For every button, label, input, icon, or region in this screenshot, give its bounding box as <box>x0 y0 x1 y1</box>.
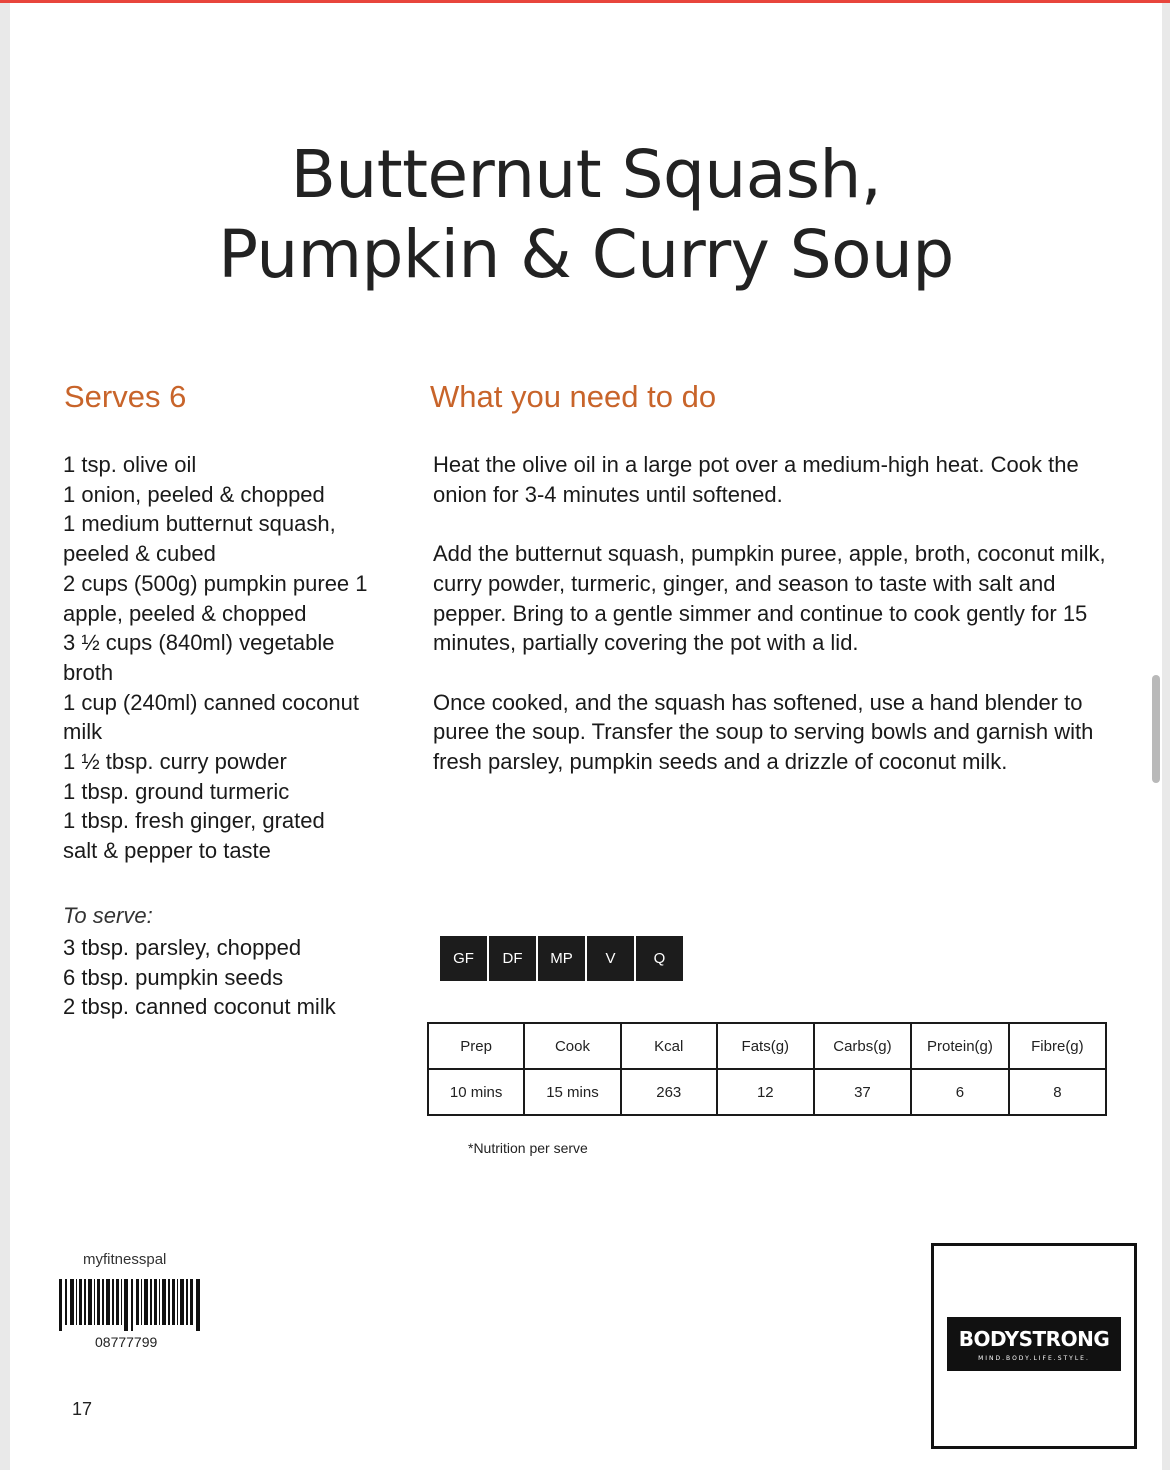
ingredient-line: 1 ½ tbsp. curry powder <box>63 749 287 775</box>
nutrition-header: Cook <box>524 1023 620 1069</box>
nutrition-value: 37 <box>814 1069 911 1115</box>
nutrition-value: 8 <box>1009 1069 1106 1115</box>
to-serve-item: 2 tbsp. canned coconut milk <box>63 994 336 1020</box>
recipe-title-line-1: Butternut Squash, <box>290 136 882 213</box>
method-steps <box>433 450 1133 806</box>
ingredient-line: 2 cups (500g) pumpkin puree 1 <box>63 570 368 596</box>
brand-logo <box>931 1243 1137 1449</box>
recipe-title-line-2: Pumpkin & Curry Soup <box>218 216 954 293</box>
ingredient-line: peeled & cubed <box>63 541 216 567</box>
page-number: 17 <box>72 1399 93 1419</box>
nutrition-value-row <box>428 1069 1106 1115</box>
to-serve-item: 3 tbsp. parsley, chopped <box>63 935 302 960</box>
barcode-number: 08777799 <box>95 1334 158 1350</box>
brand-name: BODYSTRONG <box>958 1327 1110 1351</box>
nutrition-table <box>427 1022 1107 1116</box>
nutrition-header-row <box>428 1023 1106 1069</box>
scrollbar-thumb[interactable] <box>1152 675 1160 783</box>
badge-gluten-free: GF <box>440 936 487 981</box>
method-step-2: Add the butternut squash, pumpkin puree, apple, broth, coconut milk, curry powder, turmeric, ginger, and season to taste with salt and pepper. Bring to a gentle simmer and continue to cook gently for 15 minutes, partially covering the pot with a lid. <box>433 541 1106 656</box>
ingredient-line: apple, peeled & chopped <box>63 600 307 626</box>
badge-dairy-free: DF <box>489 936 536 981</box>
nutrition-note: *Nutrition per serve <box>468 1140 588 1156</box>
badge-meal-prep: MP <box>538 936 585 981</box>
nutrition-header: Fibre(g) <box>1009 1023 1106 1069</box>
ingredient-line: 1 medium butternut squash, <box>63 511 336 537</box>
ingredient-line: milk <box>63 719 103 745</box>
ingredient-line: 1 tsp. olive oil <box>63 452 197 477</box>
nutrition-header: Prep <box>428 1023 524 1069</box>
nutrition-value: 263 <box>621 1069 717 1115</box>
nutrition-header: Protein(g) <box>911 1023 1009 1069</box>
ingredient-line: 1 tbsp. ground turmeric <box>63 778 290 804</box>
recipe-title <box>10 135 1162 295</box>
ingredients-list <box>63 450 403 866</box>
nutrition-value: 10 mins <box>428 1069 524 1115</box>
badge-vegetarian: V <box>587 936 634 981</box>
to-serve-list <box>63 933 336 1022</box>
nutrition-value: 15 mins <box>524 1069 620 1115</box>
recipe-page <box>10 3 1162 1470</box>
ingredient-line: broth <box>63 659 114 685</box>
brand-logo-band <box>947 1317 1121 1371</box>
nutrition-value: 6 <box>911 1069 1009 1115</box>
to-serve-item: 6 tbsp. pumpkin seeds <box>63 964 284 990</box>
ingredient-line: 1 tbsp. fresh ginger, grated <box>63 808 325 834</box>
badge-quick: Q <box>636 936 683 981</box>
serves-heading: Serves 6 <box>64 379 187 414</box>
nutrition-header: Kcal <box>621 1023 717 1069</box>
method-heading: What you need to do <box>430 379 717 414</box>
myfitnesspal-label: myfitnesspal <box>83 1251 167 1268</box>
brand-tagline: MIND.BODY.LIFE.STYLE. <box>978 1355 1090 1362</box>
ingredient-line: 1 onion, peeled & chopped <box>63 481 325 507</box>
ingredient-line: 3 ½ cups (840ml) vegetable <box>63 630 335 656</box>
barcode-icon <box>57 1279 203 1331</box>
nutrition-value: 12 <box>717 1069 814 1115</box>
ingredient-line: salt & pepper to taste <box>63 838 271 864</box>
nutrition-header: Carbs(g) <box>814 1023 911 1069</box>
method-step-3: Once cooked, and the squash has softened, use a hand blender to puree the soup. Transfer the soup to serving bowls and garnish with fresh parsley, pumpkin seeds and a drizzle of coconut milk. <box>433 689 1094 774</box>
method-step-1: Heat the olive oil in a large pot over a medium-high heat. Cook the onion for 3-4 minutes until softened. <box>433 452 1079 507</box>
nutrition-header: Fats(g) <box>717 1023 814 1069</box>
diet-badges <box>440 936 683 981</box>
to-serve-heading: To serve: <box>63 903 153 928</box>
ingredient-line: 1 cup (240ml) canned coconut <box>63 689 359 715</box>
